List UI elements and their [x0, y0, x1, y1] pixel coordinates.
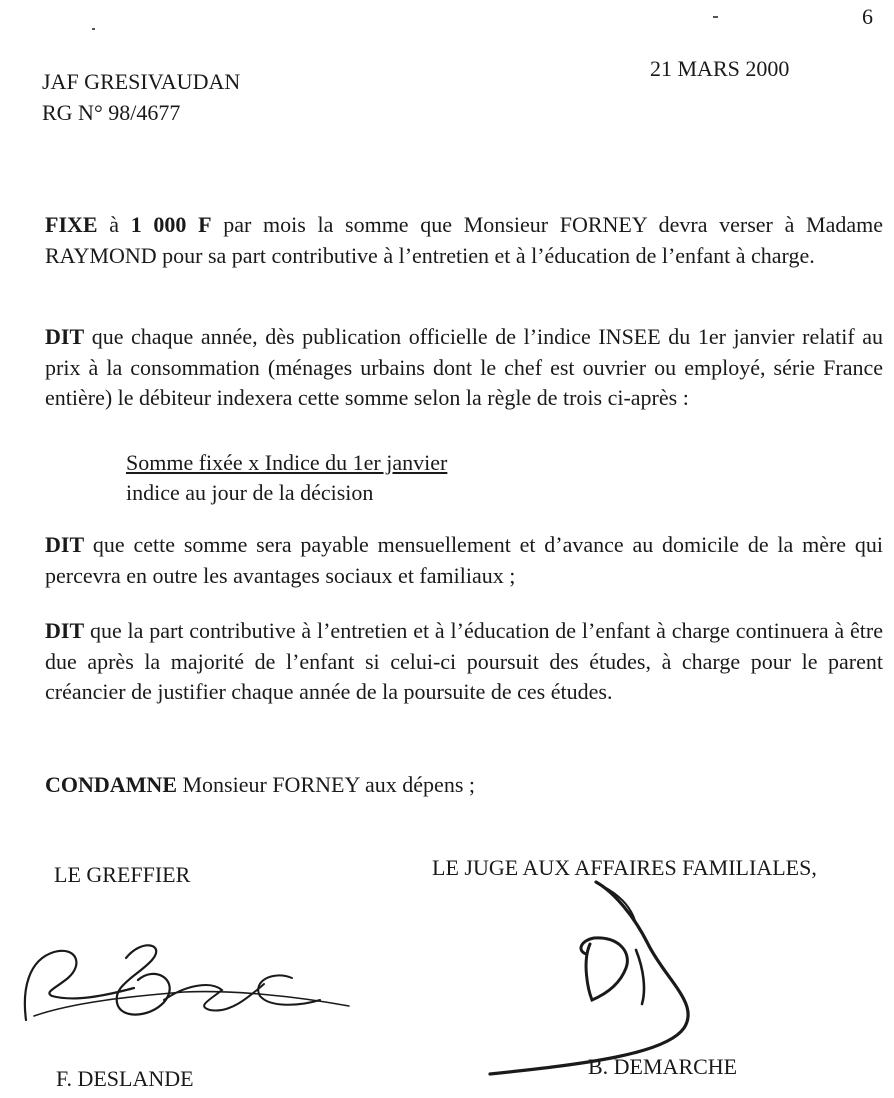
- amount: 1 000 F: [130, 212, 212, 237]
- clerk-title: LE GREFFIER: [54, 862, 191, 887]
- paragraph-text: que chaque année, dès publication officielle de l’indice INSEE du 1er janvier relatif au prix à la consommation (ménages urbains dont le chef est ouvrier ou employé, série France entière) le débiteur indexera cette somme selon la règle de trois ci-après :: [45, 324, 883, 410]
- scan-speck: [92, 28, 95, 30]
- paragraph-text: que cette somme sera payable mensuellement et d’avance au domicile de la mère qui percevra en outre les avantages sociaux et familiaux ;: [45, 532, 883, 588]
- case-header: [42, 66, 240, 128]
- scan-speck: [713, 16, 718, 18]
- document-date: 21 MARS 2000: [650, 56, 790, 81]
- paragraph-fixe: [45, 210, 883, 271]
- paragraph-keyword: DIT: [45, 618, 85, 643]
- paragraph-keyword: DIT: [45, 532, 85, 557]
- paragraph-dit-indexation: [45, 322, 883, 414]
- page-number: 6: [862, 4, 873, 29]
- formula-numerator: Somme fixée x Indice du 1er janvier: [126, 450, 448, 475]
- paragraph-text: que la part contributive à l’entretien et à l’éducation de l’enfant à charge continuera à être due après la majorité de l’enfant si celui-ci poursuit des études, à charge pour le parent créancier de justifier chaque année de la poursuite de ces études.: [45, 618, 883, 704]
- paragraph-dit-payment: [45, 530, 883, 591]
- paragraph-text: Monsieur FORNEY aux dépens ;: [177, 772, 475, 797]
- formula-denominator: indice au jour de la décision: [126, 480, 374, 505]
- clerk-name: F. DESLANDE: [56, 1066, 194, 1091]
- indexation-formula: [126, 448, 447, 508]
- clerk-signature: [14, 930, 354, 1030]
- paragraph-condamne: [45, 770, 883, 801]
- judge-name: B. DEMARCHE: [588, 1054, 738, 1079]
- paragraph-keyword: FIXE: [45, 212, 98, 237]
- paragraph-keyword: CONDAMNE: [45, 772, 177, 797]
- court-name: JAF GRESIVAUDAN: [42, 69, 241, 94]
- paragraph-keyword: DIT: [45, 324, 85, 349]
- paragraph-dit-majority: [45, 616, 883, 708]
- judge-title: LE JUGE AUX AFFAIRES FAMILIALES,: [432, 855, 817, 880]
- paragraph-text: à: [97, 212, 131, 237]
- case-number: RG N° 98/4677: [42, 100, 181, 125]
- paragraph-text: par mois la somme que Monsieur FORNEY devra verser à Madame RAYMOND pour sa part contributive à l’entretien et à l’éducation de l’enfant à charge.: [45, 212, 883, 268]
- judge-signature: [486, 872, 722, 1078]
